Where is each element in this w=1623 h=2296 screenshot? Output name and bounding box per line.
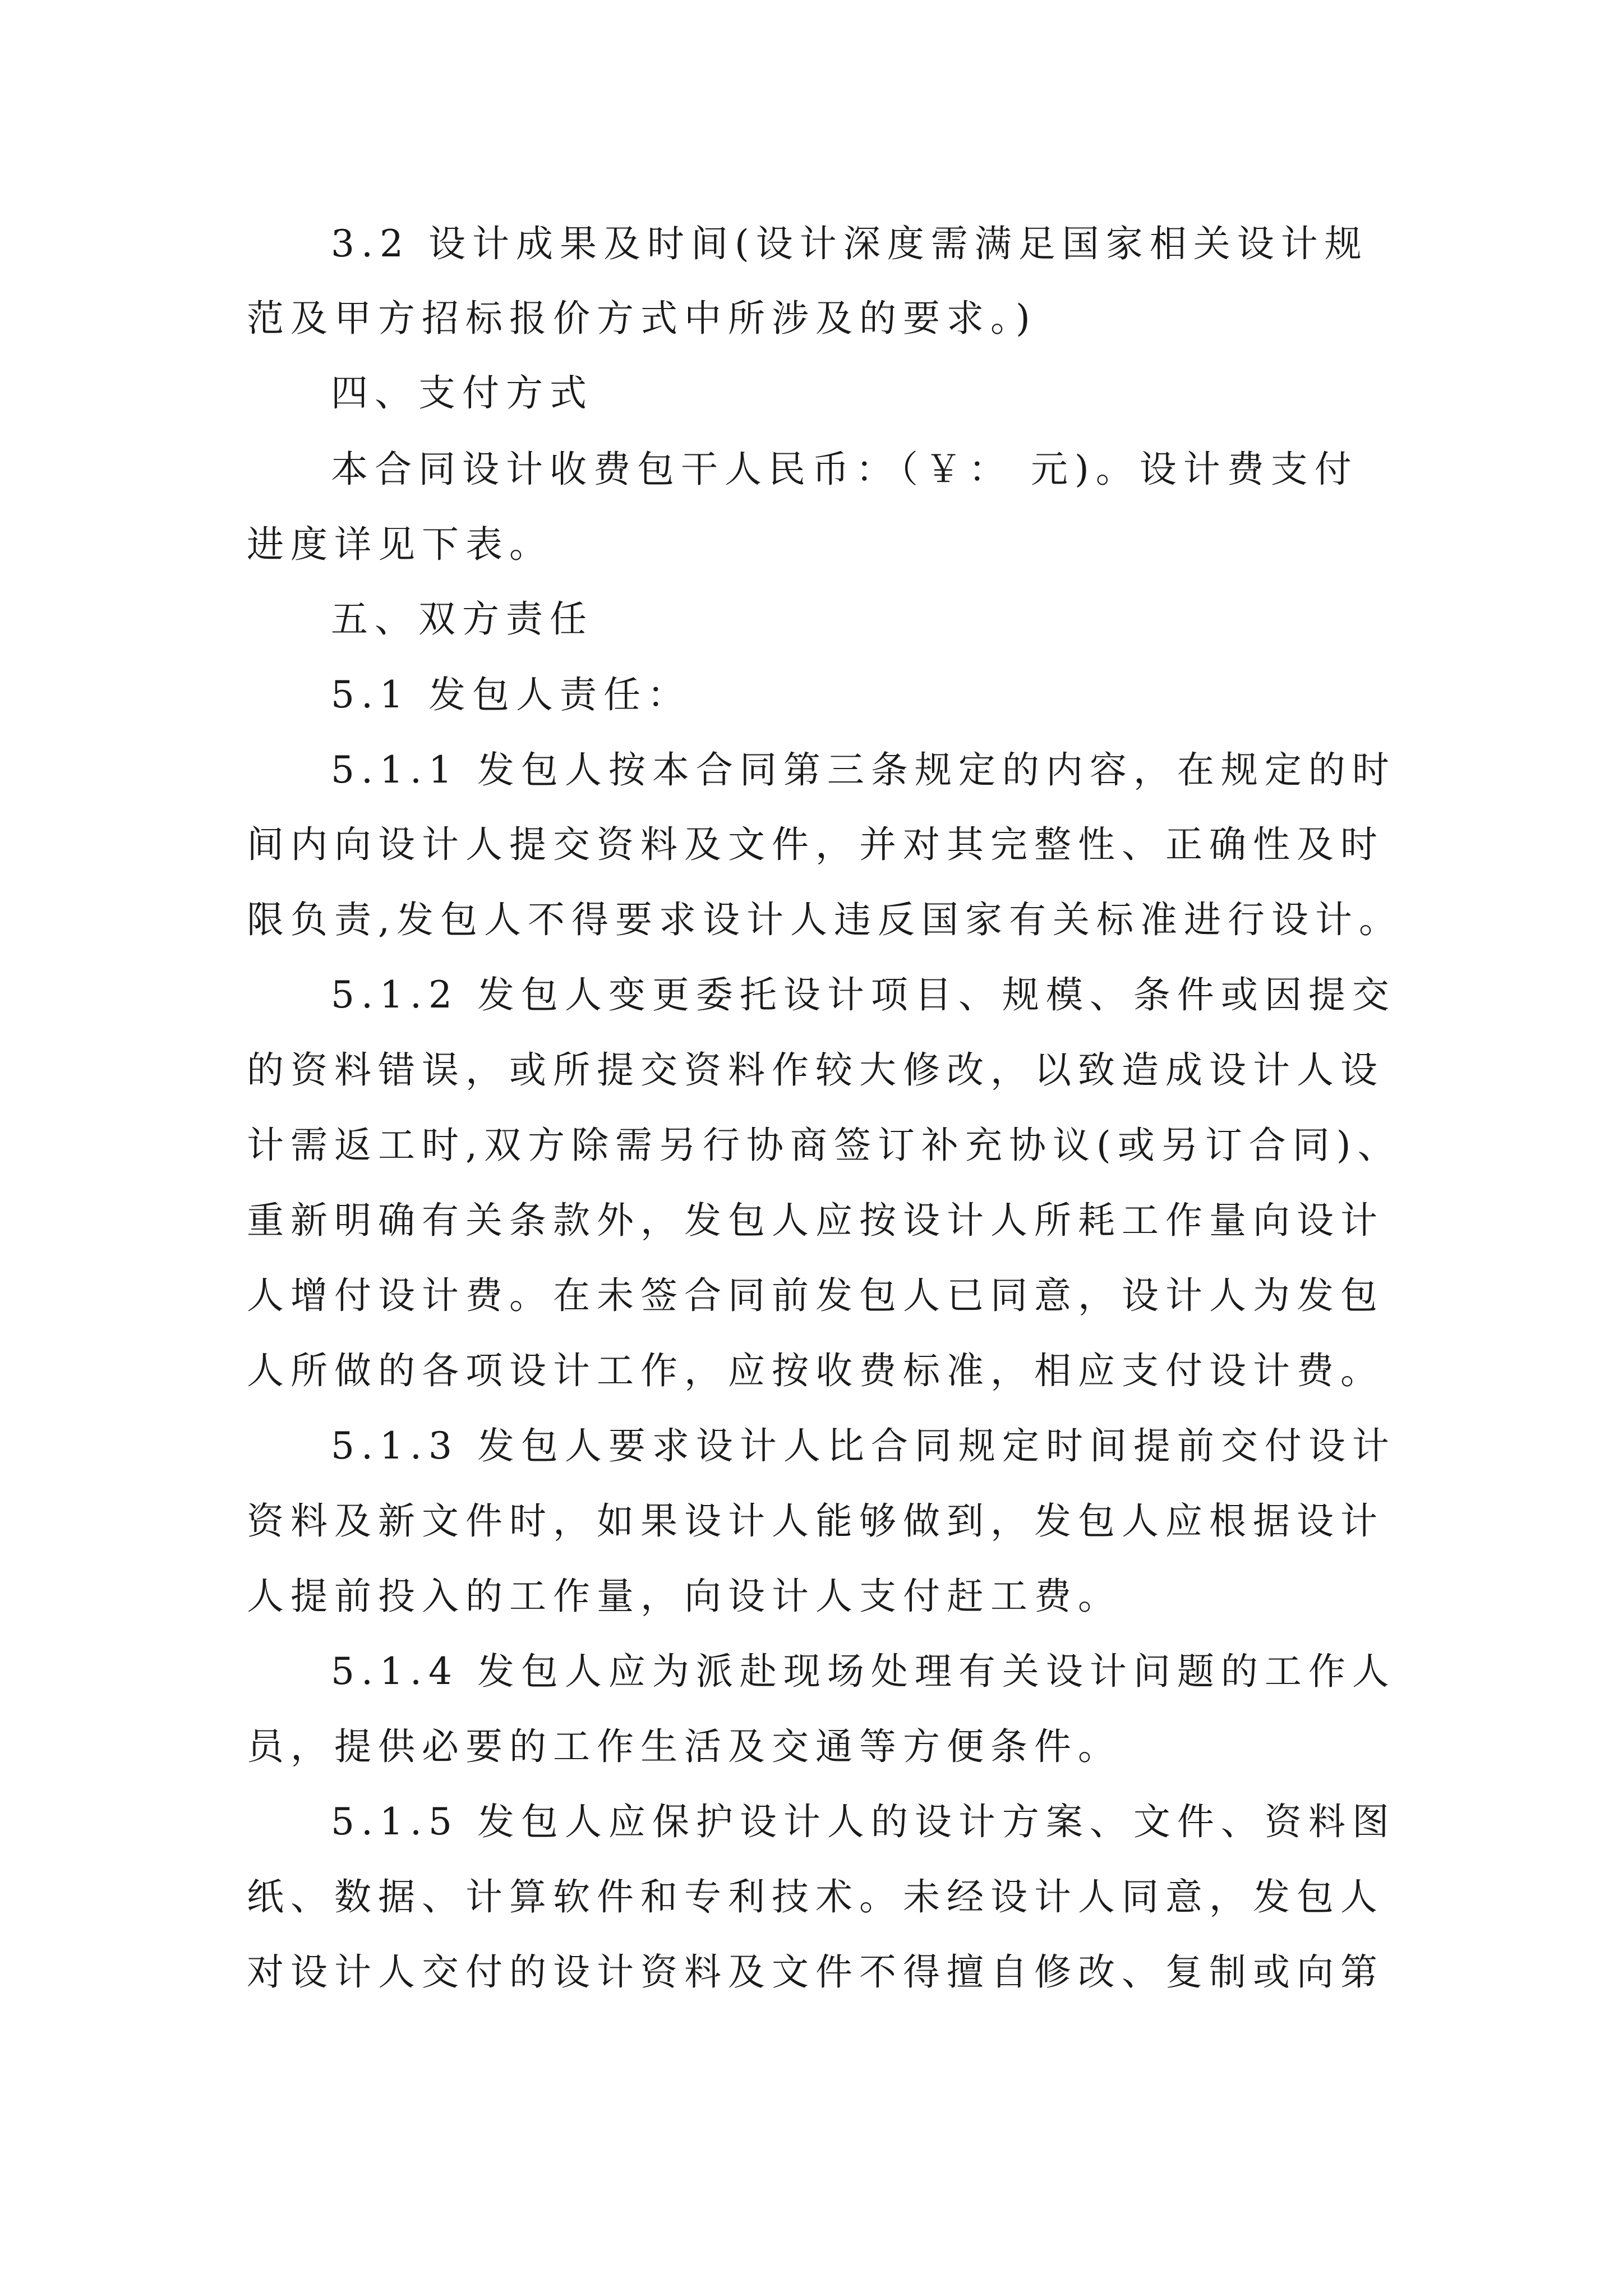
text-line: 对设计人交付的设计资料及文件不得擅自修改、复制或向第 [247,1950,1384,1994]
text-line: 限负责,发包人不得要求设计人违反国家有关标准进行设计。 [247,898,1403,941]
text-line: 5.1.4 发包人应为派赴现场处理有关设计问题的工作人 [331,1650,1396,1693]
text-line: 员，提供必要的工作生活及交通等方便条件。 [247,1725,1122,1768]
text-line: 进度详见下表。 [247,523,553,566]
text-line: 本合同设计收费包干人民币：（￥： 元)。设计费支付 [331,448,1358,491]
text-line: 3.2 设计成果及时间(设计深度需满足国家相关设计规 [331,222,1368,265]
text-line: 资料及新文件时，如果设计人能够做到，发包人应根据设计 [247,1499,1384,1543]
text-line: 重新明确有关条款外，发包人应按设计人所耗工作量向设计 [247,1199,1384,1242]
text-line: 人增付设计费。在未签合同前发包人已同意，设计人为发包 [247,1274,1384,1317]
text-line: 人所做的各项设计工作，应按收费标准，相应支付设计费。 [247,1349,1384,1392]
text-line: 的资料错误，或所提交资料作较大修改，以致造成设计人设 [247,1048,1384,1092]
text-line: 5.1.1 发包人按本合同第三条规定的内容，在规定的时 [331,748,1396,792]
text-line: 计需返工时,双方除需另行协商签订补充协议(或另订合同)、 [247,1124,1401,1167]
text-line: 5.1.5 发包人应保护设计人的设计方案、文件、资料图 [331,1800,1396,1843]
text-line: 人提前投入的工作量，向设计人支付赶工费。 [247,1575,1122,1618]
text-line: 纸、数据、计算软件和专利技术。未经设计人同意，发包人 [247,1875,1384,1918]
text-line: 范及甲方招标报价方式中所涉及的要求。) [247,297,1037,340]
text-line: 5.1.3 发包人要求设计人比合同规定时间提前交付设计 [331,1424,1396,1467]
text-line: 五、双方责任 [331,597,593,641]
text-line: 5.1 发包人责任： [331,673,691,716]
text-line: 间内向设计人提交资料及文件，并对其完整性、正确性及时 [247,823,1384,866]
text-line: 四、支付方式 [331,371,593,415]
text-line: 5.1.2 发包人变更委托设计项目、规模、条件或因提交 [331,973,1396,1016]
